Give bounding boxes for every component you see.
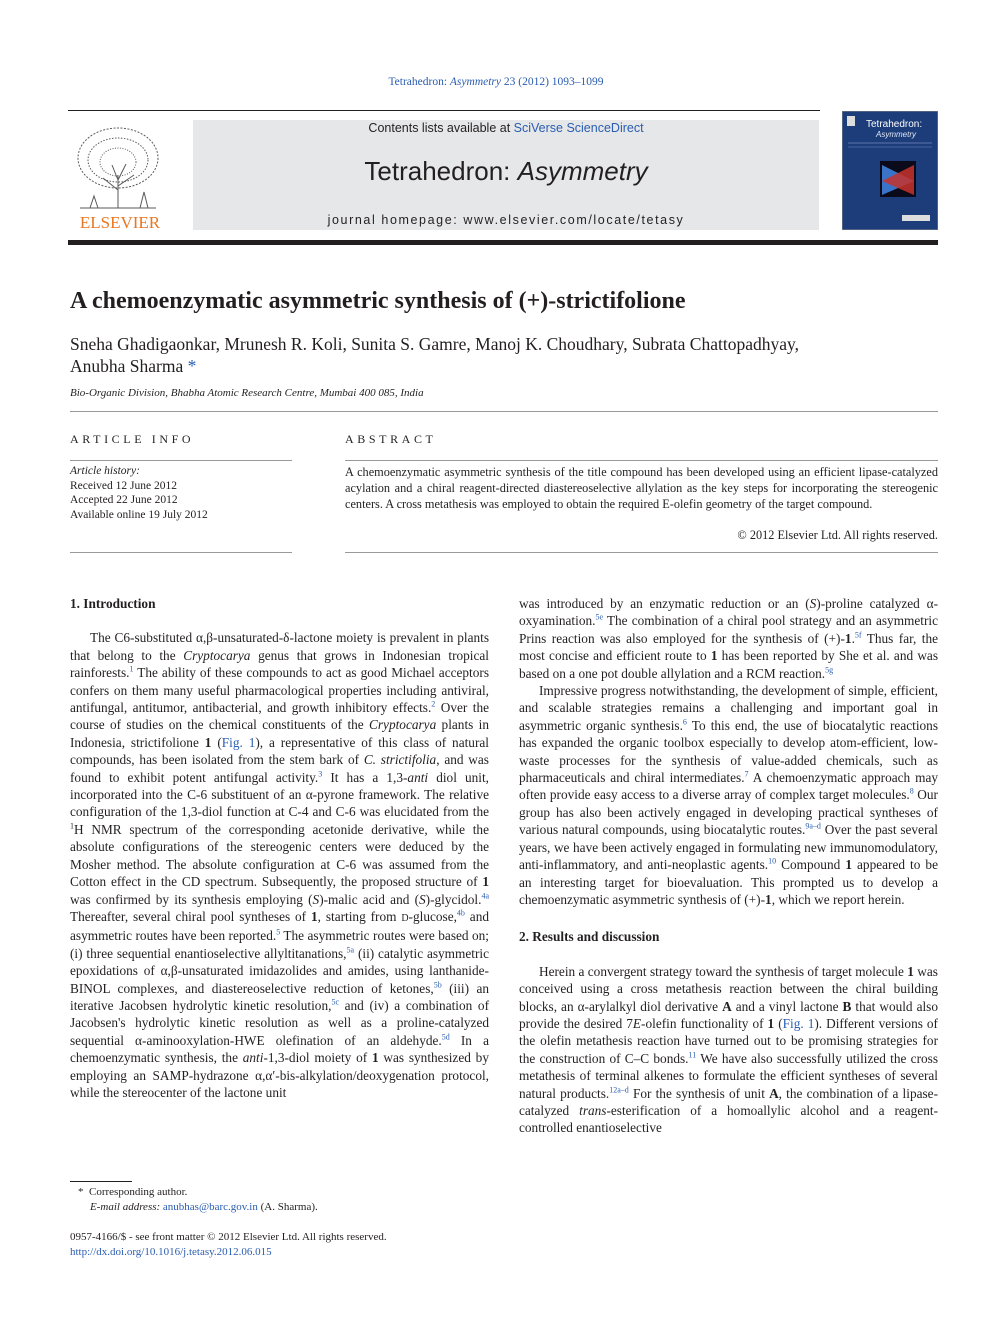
journal-cover xyxy=(842,111,938,230)
citation-journal-italic: Asymmetry xyxy=(449,76,501,88)
body-left-column xyxy=(70,595,489,1101)
abstract-heading: ABSTRACT xyxy=(345,432,437,446)
abstract-copyright: © 2012 Elsevier Ltd. All rights reserved. xyxy=(737,528,938,542)
online-date: Available online 19 July 2012 xyxy=(70,508,208,521)
contents-prefix: Contents lists available at xyxy=(368,121,514,135)
results-paragraph-1: Herein a convergent strategy toward the synthesis of target molecule 1 was conceived using a cross metathesis reaction between the chiral building blocks, an α-arylalkyl diol derivative A and a vinyl lactone B that would also provide the desired 7E-olefin functionality of 1 (Fig. 1). Different versions of the olefin metathesis reaction have turned out to be promising strategies for the construction of C–C bonds.$^{11}$ We have also successfully utilized the cross metathesis of terminal alkenes to formulate the efficient syntheses of several natural products.$^{12a-d}$ For the synthesis of unit A, the combination of a lipase-catalyzed trans-esterification of a homoallylic alcohol and a reagent-controlled enantioselective xyxy=(519,963,939,1136)
received-date: Received 12 June 2012 xyxy=(70,479,177,492)
elsevier-wordmark: ELSEVIER xyxy=(79,213,161,232)
sciencedirect-link[interactable]: SciVerse ScienceDirect xyxy=(513,121,644,135)
intro-paragraph-2: Impressive progress notwithstanding, the development of simple, efficient, and scalable strategies remains a challenging and important goal in asymmetric organic synthesis.$^6$ To this end, the use of biocatalytic reactions has expanded the organic toolbox especially to develop atom-efficient, low-waste processes for the synthesis of value-added chemicals, such as pharmaceuticals and chiral intermediates.$^7$ A chemoenzymatic approach may often provide easy access to a diverse array of complex target molecules.$^8$ Our group has also been actively engaged in developing practical syntheses of various natural compounds, using biocatalytic routes.$^{9a-d}$ Over the past several years, we have been actively engaged in formulating new immunomodulatory, anti-inflammatory, and anti-neoplastic agents.$^{10}$ Compound 1 appeared to be an interesting target for bioevaluation. This prompted us to develop a chemoenzymatic asymmetric synthesis of (+)-1, which we report herein. xyxy=(519,683,938,907)
email-link[interactable]: anubhas@barc.gov.in xyxy=(162,1201,258,1213)
cover-subtitle: Asymmetry xyxy=(876,130,916,139)
journal-name-italic: Asymmetry xyxy=(517,156,648,186)
article-info-bottom-rule xyxy=(70,552,292,553)
footnote-mark: * xyxy=(78,1186,84,1198)
citation-volume-pages: 23 (2012) 1093–1099 xyxy=(501,76,604,88)
article-title: A chemoenzymatic asymmetric synthesis of (+)-strictifolione xyxy=(70,288,686,314)
journal-homepage[interactable]: journal homepage: www.elsevier.com/locate/tetasy xyxy=(327,213,685,227)
introduction-heading: 1. Introduction xyxy=(70,596,156,611)
body-right-column xyxy=(519,595,938,1137)
article-info-rule xyxy=(70,460,292,461)
history-label: Article history: xyxy=(70,465,140,477)
journal-citation[interactable] xyxy=(0,76,992,88)
article-history xyxy=(70,464,292,522)
journal-name-main: Tetrahedron: xyxy=(364,156,518,186)
citation-journal: Tetrahedron: xyxy=(388,76,450,88)
header-divider xyxy=(70,411,938,412)
article-info-heading: ARTICLE INFO xyxy=(70,432,195,446)
accepted-date: Accepted 22 June 2012 xyxy=(70,494,178,506)
doi-link[interactable]: http://dx.doi.org/10.1016/j.tetasy.2012.06.015 xyxy=(70,1245,272,1258)
elsevier-tree-icon xyxy=(68,120,172,232)
affiliation: Bio-Organic Division, Bhabha Atomic Research Centre, Mumbai 400 085, India xyxy=(70,387,424,399)
corresponding-author-note: Corresponding author. xyxy=(89,1186,188,1198)
issn-line: 0957-4166/$ - see front matter © 2012 Elsevier Ltd. All rights reserved. xyxy=(70,1231,387,1243)
email-owner: (A. Sharma). xyxy=(257,1201,318,1213)
masthead-top-rule xyxy=(68,110,820,111)
footnote xyxy=(70,1185,490,1215)
author-list xyxy=(70,333,940,377)
authors-line-2 xyxy=(70,355,940,377)
results-heading: 2. Results and discussion xyxy=(519,929,660,945)
abstract-rule xyxy=(345,460,938,461)
intro-paragraph-1: The C6-substituted α,β-unsaturated-δ-lactone moiety is prevalent in plants that belong to the Cryptocarya genus that grows in Indonesian tropical rainforests.$^1$ The ability of these compounds to act as good Michael acceptors confers on them many useful pharmacological properties including antiviral, antifungal, antitumor, antibacterial, and growth inhibitory effects.$^2$ Over the course of studies on the chemical constituents of the Cryptocarya plants in Indonesia, strictifolione 1 (Fig. 1), a representative of this class of natural compounds, has been isolated from the stem bark of C. strictifolia, and was found to exhibit potent antifungal activity.$^3$ It has a 1,3-anti diol unit, incorporated into the C-6 substituent of an α-pyrone framework. The relative configuration of the 1,3-diol function at C-4 and C-6 was elucidated from the $^1$H NMR spectrum of the corresponding acetonide derivative, while the absolute configurations of the stereogenic centers were deduced by the Mosher method. The absolute configuration at C-6 was assumed from the Cotton effect in the CD spectrum. Subsequently, the proposed structure of 1 was confirmed by its synthesis employing (S)-malic acid and (S)-glycidol.$^{4a}$ Thereafter, several chiral pool syntheses of 1, starting from D-glucose,$^{4b}$ and asymmetric routes have been reported.$^5$ The asymmetric routes were based on; (i) three sequential enantioselective allyltitanations,$^{5a}$ (ii) catalytic asymmetric epoxidations of α,β-unsaturated imidazolides and amides, using lanthanide-BINOL complexes, and diastereoselective reduction of ketones,$^{5b}$ (iii) an iterative Jacobsen hydrolytic kinetic resolution,$^{5c}$ and (iv) a combination of Jacobsen's hydrolytic kinetic resolution as well as a proline-catalyzed sequential α-aminooxylation-HWE olefination of an aldehyde.$^{5d}$ In a chemoenzymatic synthesis, the anti-1,3-diol moiety of 1 was synthesized by employing an SAMP-hydrazone α,α′-bis-alkylation/deoxygenation protocol, while the stereocenter of the lactone unit xyxy=(70,630,490,1100)
abstract-text: A chemoenzymatic asymmetric synthesis of the title compound has been developed using an efficient lipase-catalyzed acylation and a chiral reagent-directed diastereoselective allylation as the key steps for incorporating the stereogenic centers. A cross metathesis was employed to obtain the required E-olefin geometry of the target compound. xyxy=(345,465,938,512)
footnote-rule xyxy=(70,1181,132,1182)
abstract-bottom-rule xyxy=(345,552,938,553)
contents-availability xyxy=(193,121,819,135)
email-label: E-mail address: xyxy=(90,1201,161,1213)
intro-paragraph-1-cont: was introduced by an enzymatic reduction or an (S)-proline catalyzed α-oxyamination.$^{5e}$ The combination of a chiral pool strategy and an asymmetric Prins reaction was also employed for the synthesis of (+)-1.$^{5f}$ Thus far, the most concise and efficient route to 1 has been reported by She et al. and was based on a one pot double allylation and a RCM reaction.$^{5g}$ xyxy=(519,596,939,681)
author-last: Anubha Sharma xyxy=(70,356,184,376)
corresponding-author-mark[interactable]: * xyxy=(187,356,197,376)
journal-cover-image xyxy=(842,111,938,230)
cover-title: Tetrahedron: xyxy=(866,119,923,130)
authors-line-1: Sneha Ghadigaonkar, Mrunesh R. Koli, Sunita S. Gamre, Manoj K. Choudhary, Subrata Chattopadhyay, xyxy=(70,334,799,354)
elsevier-logo xyxy=(68,120,172,232)
masthead-rule xyxy=(68,240,938,245)
journal-name xyxy=(193,156,819,187)
front-matter xyxy=(70,1230,490,1259)
